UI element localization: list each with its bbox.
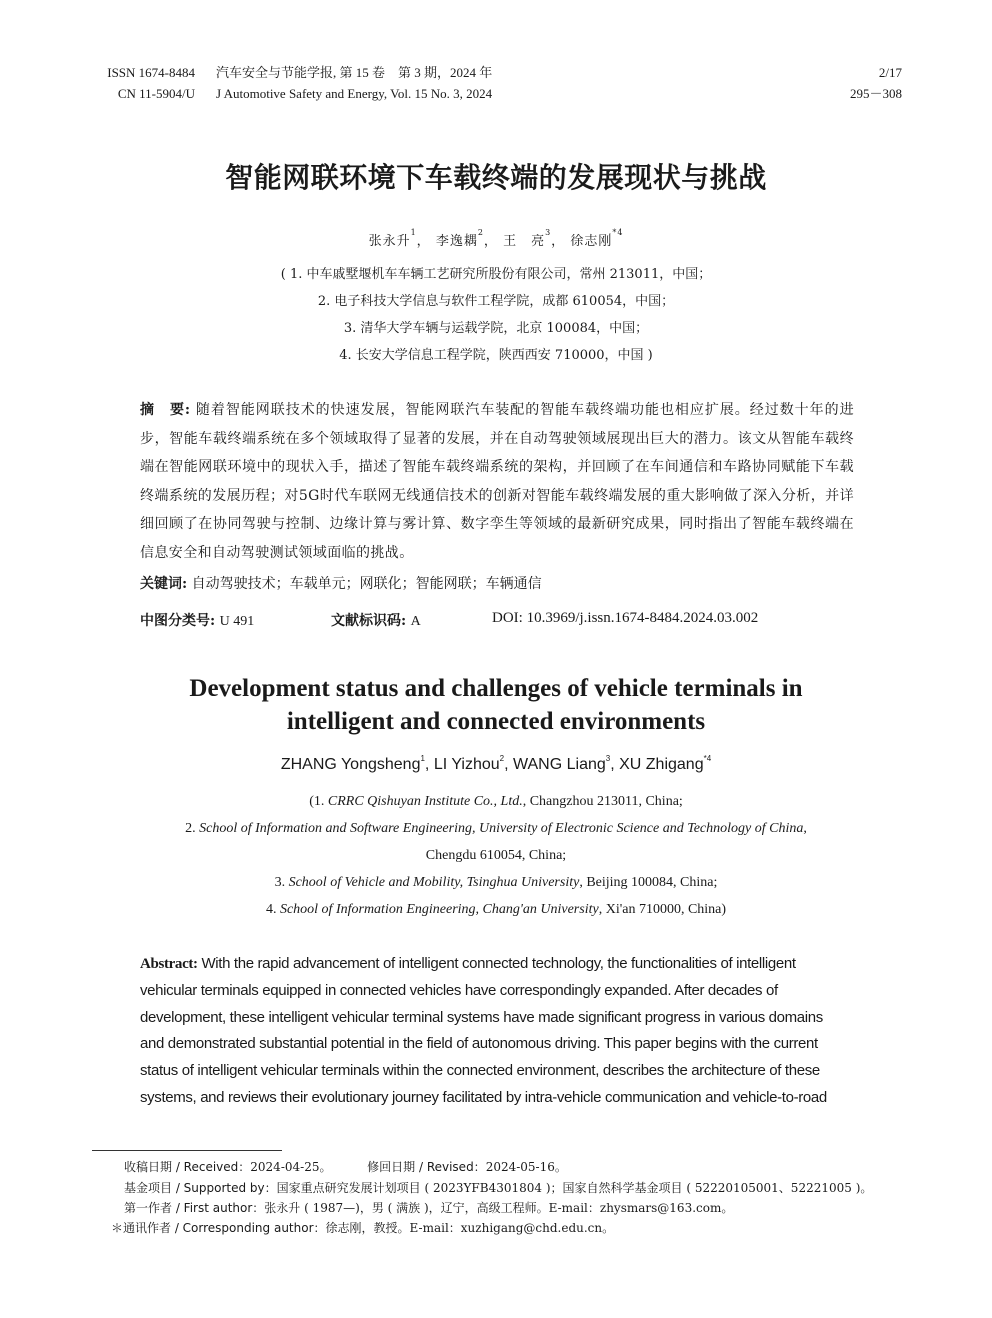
affiliation-prefix: 3. xyxy=(274,875,289,890)
author-en: ZHANG Yongsheng xyxy=(280,756,421,773)
affiliation-institution: School of Information Engineering, Chang'an University xyxy=(279,902,599,917)
author-sup: 2 xyxy=(477,228,484,237)
journal-codes xyxy=(95,62,195,104)
doc-code-label: 文献标识码: xyxy=(331,613,407,629)
page-info xyxy=(850,62,902,104)
affiliation-prefix: 2. xyxy=(185,821,200,836)
page-range: 295－308 xyxy=(849,86,902,101)
affiliation-en-2-cont xyxy=(0,848,992,864)
authors-cn: 张永升$^1$， 李逸耦$^2$， 王 亮$^3$， 徐志刚$^{*4}$ xyxy=(368,228,624,249)
author-en: XU Zhigang xyxy=(619,756,704,773)
affiliation-location: Chengdu 610054, China; xyxy=(425,848,567,863)
doc-code-value: A xyxy=(410,614,421,629)
keywords-cn xyxy=(140,573,542,593)
first-author-label: 第一作者 / First author： xyxy=(124,1201,265,1215)
affiliation-prefix: (1. xyxy=(309,794,328,809)
abstract-en-line: vehicular terminals equipped in connected vehicles have correspondingly expanded. After decades of xyxy=(140,981,778,999)
received-label: 收稿日期 / Received： xyxy=(124,1160,251,1174)
author-sup: *4 xyxy=(703,754,712,763)
revised-label: 修回日期 / Revised： xyxy=(367,1160,486,1174)
author-en: WANG Liang xyxy=(512,756,606,773)
affiliation-en-1 xyxy=(0,794,992,810)
affiliation-en-2 xyxy=(0,821,992,837)
clc-label: 中图分类号: xyxy=(140,613,216,629)
affiliation-location: , Changzhou 213011, China; xyxy=(522,794,683,809)
abstract-en-line: and demonstrated substantial potential in the field of autonomous driving. This paper begins with the current xyxy=(140,1035,818,1053)
affiliation-institution: School of Vehicle and Mobility, Tsinghua University xyxy=(288,875,580,890)
abstract-en-text: With the rapid advancement of intelligent connected technology, the functionalities of intelligent xyxy=(201,955,796,972)
affiliation-prefix: 4. xyxy=(265,902,280,917)
footnote-divider xyxy=(92,1150,282,1151)
footnote-corresponding-author xyxy=(111,1219,614,1236)
abstract-cn xyxy=(140,396,854,567)
author-cn: 李逸耦 xyxy=(435,234,478,249)
author-sup: *4 xyxy=(612,228,624,237)
abstract-en-line: systems, and reviews their evolutionary journey facilitated by intra-vehicle communication and vehicle-to-road xyxy=(140,1088,827,1106)
author-sup: 1 xyxy=(410,228,417,237)
title-en-line-2: intelligent and connected environments xyxy=(286,708,706,735)
clc-number xyxy=(140,610,254,630)
document-code xyxy=(331,610,421,630)
title-en xyxy=(0,672,992,738)
abstract-cn-label: 摘 要: xyxy=(140,402,191,418)
abstract-en-label: Abstract: xyxy=(140,956,198,972)
abstract-cn-text: 随着智能网联技术的快速发展，智能网联汽车装配的智能车载终端功能也相应扩展。经过数十年的进步，智能车载终端系统在多个领域取得了显著的发展，并在自动驾驶领域展现出巨大的潜力。该文从智能车载终端在智能网联环境中的现状入手，描述了智能车载终端系统的架构，并回顾了在车间通信和车路协同赋能下车载终端系统的发展历程；对5G时代车联网无线通信技术的创新对智能车载终端发展的重大影响做了深入分析，并详细回顾了在协同驾驶与控制、边缘计算与雾计算、数字孪生等领域的最新研究成果，同时指出了智能车载终端在信息安全和自动驾驶测试领域面临的挑战。 xyxy=(140,402,854,561)
abstract-en-line xyxy=(140,951,840,978)
affiliation-en-3 xyxy=(0,875,992,891)
affiliation-cn-4: 4. 长安大学信息工程学院，陕西西安 710000，中国 ) xyxy=(339,348,653,363)
affiliation-location: , Beijing 100084, China; xyxy=(579,875,718,890)
journal-name-cn: 汽车安全与节能学报, 第 15 卷 第 3 期，2024 年 xyxy=(216,65,493,80)
page-index: 2/17 xyxy=(878,65,902,80)
affiliation-cn-3: 3. 清华大学车辆与运载学院，北京 100084，中国； xyxy=(343,321,649,336)
abstract-en-line: status of intelligent vehicular terminals within the connected environment, describes the architecture of these xyxy=(140,1062,820,1080)
received-value: 2024-04-25。 xyxy=(250,1160,332,1174)
keywords-cn-label: 关键词: xyxy=(140,576,188,592)
affiliation-institution: School of Information and Software Engineering, University of Electronic Science and Technology of China xyxy=(199,821,804,836)
corresponding-value: 徐志刚，教授。E-mail：xuzhigang@chd.edu.cn。 xyxy=(325,1221,615,1235)
issn: ISSN 1674-8484 xyxy=(107,65,195,80)
author-cn: 徐志刚 xyxy=(570,234,613,249)
title-en-line-1: Development status and challenges of vehicle terminals in xyxy=(189,675,803,702)
affiliation-location: , Xi'an 710000, China) xyxy=(598,902,727,917)
support-label: 基金项目 / Supported by： xyxy=(124,1181,277,1195)
author-sup: 1 xyxy=(420,754,425,763)
clc-value: U 491 xyxy=(219,614,255,629)
author-sup: 2 xyxy=(499,754,505,763)
affiliation-cn-2: 2. 电子科技大学信息与软件工程学院，成都 610054，中国； xyxy=(317,294,675,309)
journal-citation xyxy=(216,62,492,104)
journal-name-en: J Automotive Safety and Energy, Vol. 15 No. 3, 2024 xyxy=(216,86,493,101)
doi: DOI: 10.3969/j.issn.1674-8484.2024.03.002 xyxy=(492,610,759,626)
footnote-first-author xyxy=(124,1199,733,1216)
support-value: 国家重点研究发展计划项目 ( 2023YFB4301804 )；国家自然科学基金项目 ( 52220105001、52221005 )。 xyxy=(276,1181,873,1195)
affiliation-cn-1: ( 1. 中车戚墅堰机车车辆工艺研究所股份有限公司，常州 213011，中国； xyxy=(280,267,712,282)
keywords-cn-text: 自动驾驶技术；车载单元；网联化；智能网联；车辆通信 xyxy=(191,576,542,592)
affiliation-location: , xyxy=(803,821,807,836)
author-sup: 3 xyxy=(605,754,611,763)
corresponding-label: ＊通讯作者 / Corresponding author： xyxy=(111,1221,326,1235)
abstract-en xyxy=(140,951,840,1112)
footnote-funding xyxy=(124,1179,872,1196)
author-cn: 张永升 xyxy=(368,234,411,249)
cn-number: CN 11-5904/U xyxy=(117,86,195,101)
author-en: LI Yizhou xyxy=(433,756,500,773)
abstract-en-line: development, these intelligent vehicular terminal systems have made significant progress in various domains xyxy=(140,1008,823,1026)
author-sup: 3 xyxy=(545,228,552,237)
first-author-value: 张永升 ( 1987—)，男 ( 满族 )，辽宁，高级工程师。E-mail：zhysmars@163.com。 xyxy=(264,1201,734,1215)
author-cn: 王 亮 xyxy=(503,234,546,249)
affiliation-en-4 xyxy=(0,902,992,918)
affiliation-institution: CRRC Qishuyan Institute Co., Ltd. xyxy=(327,794,523,809)
title-cn: 智能网联环境下车载终端的发展现状与挑战 xyxy=(225,161,767,194)
footnote-dates xyxy=(124,1158,567,1175)
revised-value: 2024-05-16。 xyxy=(485,1160,567,1174)
authors-en: ZHANG Yongsheng$^1$, LI Yizhou$^2$, WANG Liang$^3$, XU Zhigang$^{*4}$ xyxy=(280,754,712,773)
